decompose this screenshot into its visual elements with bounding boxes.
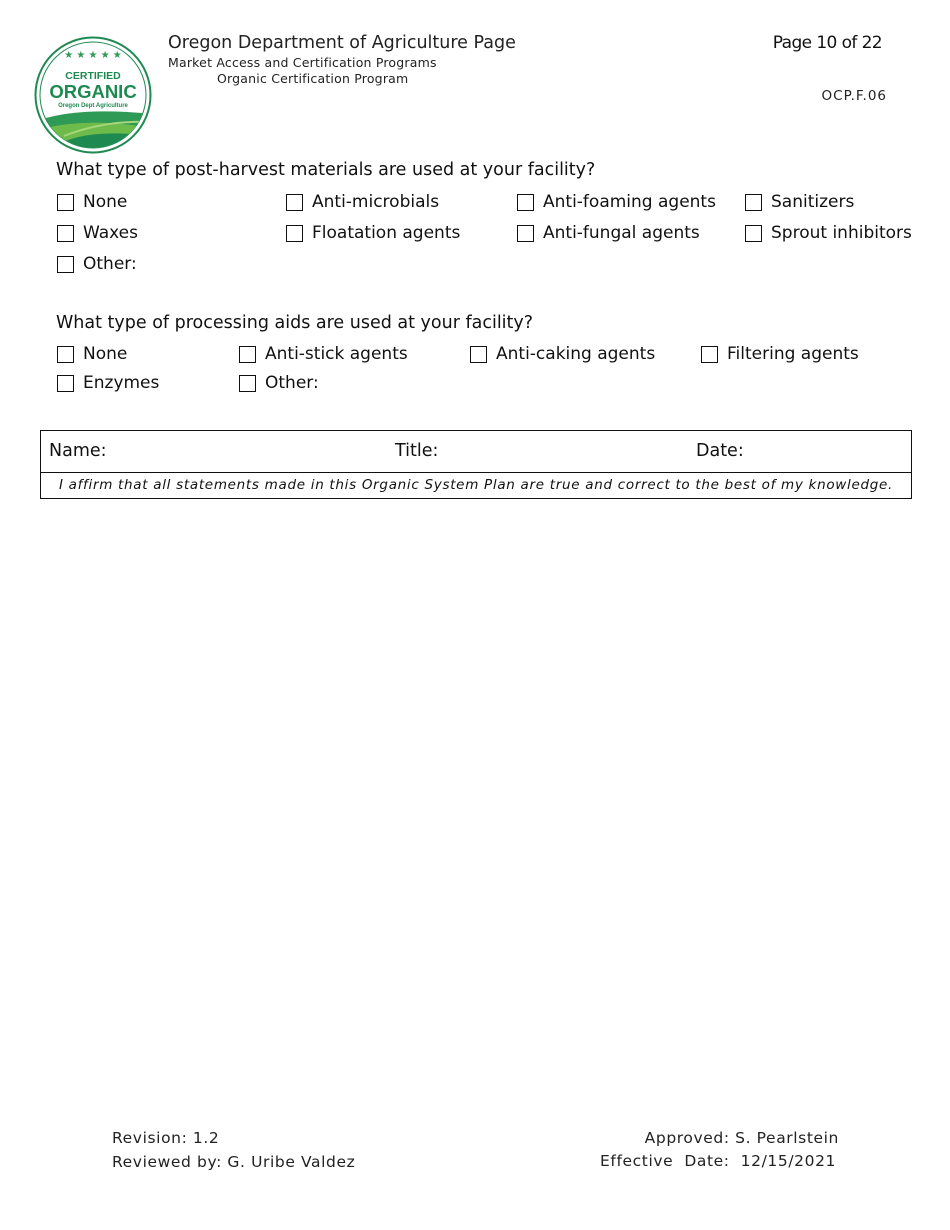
affirmation-statement: I affirm that all statements made in this Organic System Plan are true and correct to the best of my knowledge. [58, 477, 894, 493]
checkbox[interactable] [745, 194, 762, 211]
checkbox[interactable] [517, 194, 534, 211]
option-label: None [83, 192, 128, 212]
organization-title: Oregon Department of Agriculture Page [168, 33, 516, 53]
option-label: None [83, 344, 128, 364]
option-label: Filtering agents [727, 344, 859, 364]
option-label: Other: [83, 254, 137, 274]
option-label: Anti-stick agents [265, 344, 408, 364]
post-harvest-option-anti-fungal-agents[interactable] [517, 223, 700, 243]
processing-aids-option-none[interactable] [57, 344, 127, 364]
checkbox[interactable] [57, 194, 74, 211]
checkbox[interactable] [470, 346, 487, 363]
option-label: Anti-fungal agents [543, 223, 700, 243]
post-harvest-question: What type of post-harvest materials are used at your facility? [56, 160, 596, 180]
program-subtitle: Market Access and Certification Programs [168, 55, 437, 70]
post-harvest-option-anti-foaming-agents[interactable] [517, 192, 716, 212]
checkbox[interactable] [517, 225, 534, 242]
post-harvest-option-anti-microbials[interactable] [286, 192, 439, 212]
checkbox[interactable] [286, 194, 303, 211]
form-id: OCP.F.06 [821, 88, 887, 104]
processing-aids-option-anti-stick-agents[interactable] [239, 344, 408, 364]
post-harvest-option-none[interactable] [57, 192, 127, 212]
title-field[interactable]: Title: [395, 441, 439, 461]
effective-date-text: Effective Date: 12/15/2021 [600, 1152, 836, 1170]
date-field[interactable]: Date: [696, 441, 744, 461]
checkbox[interactable] [57, 225, 74, 242]
post-harvest-option-other[interactable] [57, 254, 137, 274]
post-harvest-option-waxes[interactable] [57, 223, 138, 243]
option-label: Sanitizers [771, 192, 855, 212]
checkbox[interactable] [57, 346, 74, 363]
option-label: Enzymes [83, 373, 160, 393]
logo-certified-text: CERTIFIED [65, 70, 121, 82]
post-harvest-option-floatation-agents[interactable] [286, 223, 460, 243]
processing-aids-option-filtering-agents[interactable] [701, 344, 859, 364]
logo-organic-text: ORGANIC [49, 81, 137, 102]
option-label: Anti-foaming agents [543, 192, 716, 212]
checkbox[interactable] [239, 375, 256, 392]
name-field[interactable]: Name: [49, 441, 107, 461]
processing-aids-option-enzymes[interactable] [57, 373, 159, 393]
certified-organic-logo [34, 36, 152, 154]
certification-program-subtitle: Organic Certification Program [217, 71, 409, 86]
post-harvest-option-sanitizers[interactable] [745, 192, 854, 212]
checkbox[interactable] [286, 225, 303, 242]
option-label: Floatation agents [312, 223, 461, 243]
page-number: Page 10 of 22 [772, 33, 882, 53]
reviewed-by-text: Reviewed by: G. Uribe Valdez [112, 1153, 356, 1171]
option-label: Anti-caking agents [496, 344, 656, 364]
signature-fields-row [41, 431, 911, 473]
option-label: Anti-microbials [312, 192, 440, 212]
checkbox[interactable] [745, 225, 762, 242]
processing-aids-option-other[interactable] [239, 373, 319, 393]
post-harvest-option-sprout-inhibitors[interactable] [745, 223, 912, 243]
star-icons [64, 50, 122, 61]
processing-aids-option-anti-caking-agents[interactable] [470, 344, 655, 364]
logo-oda-text: Oregon Dept Agriculture [58, 103, 128, 109]
option-label: Waxes [83, 223, 138, 243]
checkbox[interactable] [701, 346, 718, 363]
checkbox[interactable] [57, 375, 74, 392]
checkbox[interactable] [239, 346, 256, 363]
approved-by-text: Approved: S. Pearlstein [644, 1129, 839, 1147]
svg-text:★ ★ ★ ★ ★: ★ ★ ★ ★ ★ [64, 50, 122, 61]
revision-text: Revision: 1.2 [112, 1129, 220, 1147]
processing-aids-question: What type of processing aids are used at your facility? [56, 313, 534, 333]
option-label: Sprout inhibitors [771, 223, 912, 243]
option-label: Other: [265, 373, 319, 393]
checkbox[interactable] [57, 256, 74, 273]
signature-table [40, 430, 912, 499]
